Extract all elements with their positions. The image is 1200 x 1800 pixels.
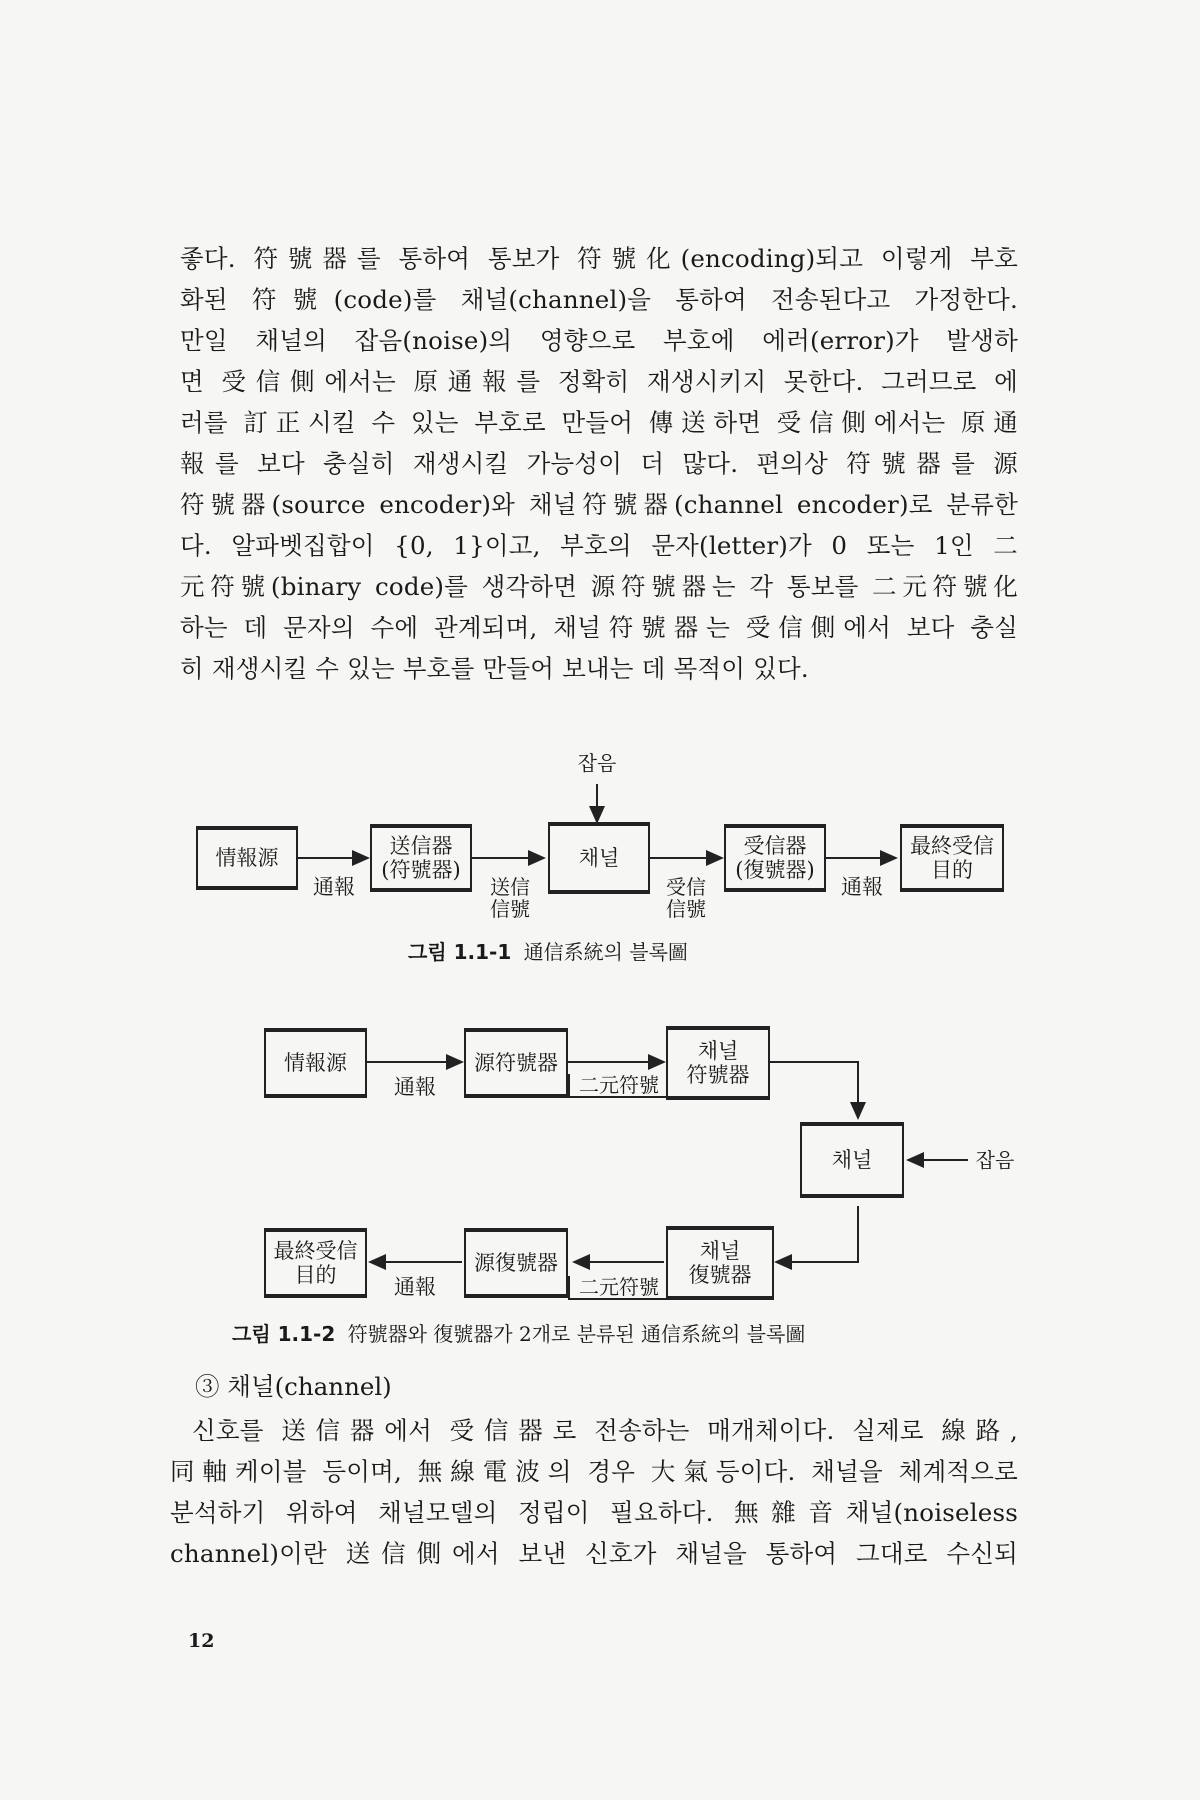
figure-1-caption	[408, 936, 688, 965]
text-line: 符號器(source encoder)와 채널符號器(channel encoder)로 분류한	[180, 490, 1018, 519]
caption-label: 그림 1.1-1	[408, 940, 512, 964]
caption-label: 그림 1.1-2	[232, 1322, 336, 1346]
box-label: 채널	[831, 1148, 873, 1172]
destination-box	[900, 824, 1004, 892]
caption-text: 通信系統의 블록圖	[523, 940, 688, 964]
text-line: 분석하기 위하여 채널모델의 정립이 필요하다. 無雜音채널(noiseless	[170, 1498, 1018, 1527]
text-line: 좋다. 符號器를 통하여 통보가 符號化(encoding)되고 이렇게 부호	[180, 244, 1018, 273]
channel-box	[548, 822, 650, 894]
text-line: 신호를 送信器에서 受信器로 전송하는 매개체이다. 실제로 線路,	[192, 1416, 1018, 1445]
information-source-box	[196, 826, 298, 890]
text-line: 히 재생시킬 수 있는 부호를 만들어 보내는 데 목적이 있다.	[180, 654, 809, 683]
text-line: channel)이란 送信側에서 보낸 신호가 채널을 통하여 그대로 수신되	[170, 1539, 1018, 1568]
message-label: 通報	[394, 1075, 436, 1099]
box-label: 채널	[699, 1239, 741, 1263]
box-label: 源符號器	[474, 1051, 558, 1075]
box-label: 源復號器	[474, 1251, 558, 1275]
page-number: 12	[188, 1630, 215, 1652]
text-line: 元符號(binary code)를 생각하면 源符號器는 각 통보를 二元符號化	[180, 572, 1018, 601]
source-encoder-box	[464, 1028, 568, 1098]
box-label: 符號器	[686, 1063, 750, 1087]
destination-box	[264, 1228, 367, 1298]
paragraph-2	[170, 1410, 1018, 1574]
channel-box	[800, 1122, 904, 1198]
channel-decoder-box	[666, 1226, 774, 1300]
message-label: 通報	[394, 1275, 436, 1299]
text-line: 報를 보다 충실히 재생시킬 가능성이 더 많다. 편의상 符號器를 源	[180, 449, 1018, 478]
receiver-box	[724, 824, 826, 892]
message-label: 通報	[841, 875, 883, 899]
box-label: (復號器)	[735, 858, 815, 882]
message-label: 通報	[313, 875, 355, 899]
text-line: 러를 訂正시킬 수 있는 부호로 만들어 傳送하면 受信側에서는 原通	[180, 408, 1018, 437]
label-line: 信號	[490, 897, 530, 921]
box-label: 情報源	[215, 846, 279, 870]
box-label: 情報源	[284, 1051, 347, 1075]
box-label: (符號器)	[381, 858, 461, 882]
label-line: 信號	[666, 897, 706, 921]
figure-2-caption	[232, 1318, 805, 1347]
text-line: 화된 符號(code)를 채널(channel)을 통하여 전송된다고 가정한다.	[180, 285, 1018, 314]
section-heading: ③ 채널(channel)	[195, 1372, 392, 1401]
text-line: 하는 데 문자의 수에 관계되며, 채널符號器는 受信側에서 보다 충실	[180, 613, 1018, 642]
noise-label: 잡음	[975, 1148, 1015, 1172]
text-line: 同軸케이블 등이며, 無線電波의 경우 大氣등이다. 채널을 체계적으로	[170, 1457, 1018, 1486]
source-decoder-box	[464, 1228, 568, 1298]
binary-code-label: 二元符號	[568, 1074, 668, 1098]
label-line: 受信	[666, 875, 706, 899]
text-line: 만일 채널의 잡음(noise)의 영향으로 부호에 에러(error)가 발생하	[180, 326, 1018, 355]
label-line: 送信	[490, 875, 530, 899]
box-label: 受信器	[743, 834, 807, 858]
received-signal-label	[656, 876, 716, 920]
box-label: 채널	[697, 1039, 739, 1063]
box-label: 目的	[294, 1263, 337, 1287]
text-line: 다. 알파벳집합이 {0, 1}이고, 부호의 문자(letter)가 0 또는 1인 二	[180, 531, 1018, 560]
box-label: 最終受信	[273, 1239, 358, 1263]
noise-label: 잡음	[577, 751, 617, 775]
channel-encoder-box	[666, 1026, 770, 1100]
binary-code-label: 二元符號	[568, 1276, 668, 1300]
box-label: 채널	[578, 846, 620, 870]
information-source-box	[264, 1028, 367, 1098]
box-label: 復號器	[688, 1263, 752, 1287]
caption-text: 符號器와 復號器가 2개로 분류된 通信系統의 블록圖	[347, 1322, 806, 1346]
text-line: 면 受信側에서는 原通報를 정확히 재생시키지 못한다. 그러므로 에	[180, 367, 1018, 396]
sent-signal-label	[480, 876, 540, 920]
box-label: 目的	[931, 858, 973, 882]
box-label: 最終受信	[910, 834, 994, 858]
box-label: 送信器	[389, 834, 453, 858]
transmitter-box	[370, 824, 472, 892]
